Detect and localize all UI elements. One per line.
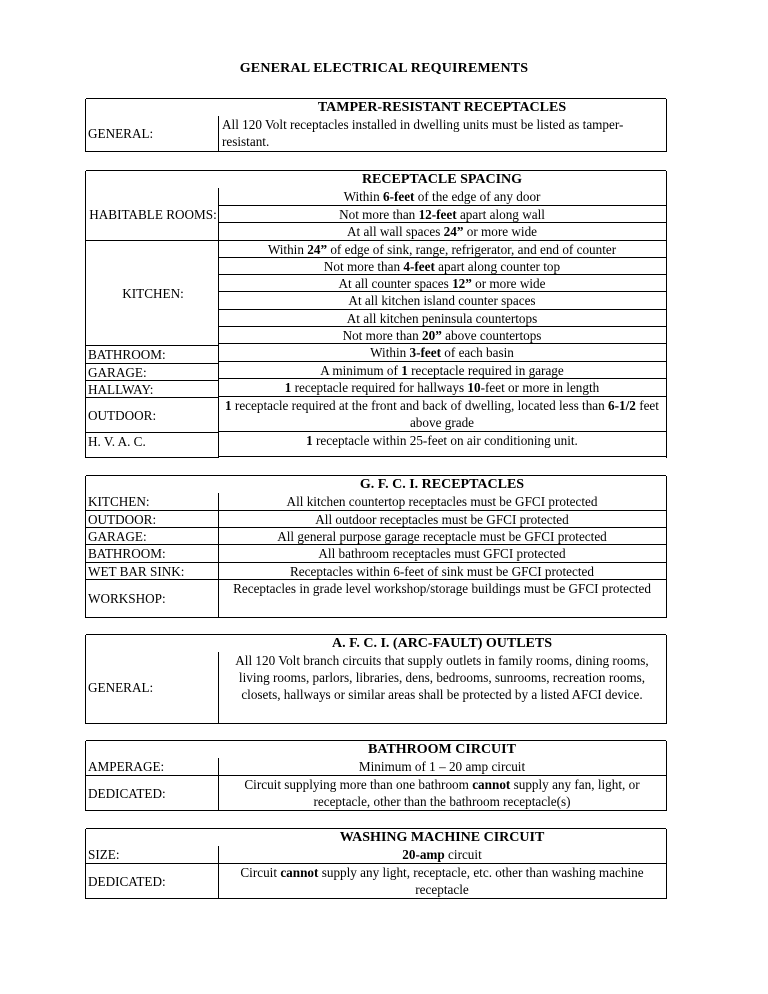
wash-row xyxy=(218,846,666,864)
text-part: apart along counter top xyxy=(434,259,561,274)
gfci-row: All bathroom receptacles must GFCI protected xyxy=(218,545,666,563)
bold-part: 1 xyxy=(306,433,313,448)
section-text: All 120 Volt branch circuits that supply outlets in family rooms, dining rooms, living rooms, parlors, libraries, dens, bedrooms, sunrooms, recreation rooms, closets, hallways or similar areas shall be protected by a listed AFCI device. xyxy=(218,652,666,724)
text-part: At all wall spaces xyxy=(346,224,444,239)
text-part: apart along wall xyxy=(456,207,545,222)
spacing-row xyxy=(218,223,666,241)
label-habitable: HABITABLE ROOMS: xyxy=(86,188,218,241)
afci-section xyxy=(86,634,666,724)
text-part: supply any fan, light, or receptacle, other than the bathroom receptacle(s) xyxy=(313,777,640,809)
spacing-row xyxy=(218,258,666,275)
text-part: Not more than xyxy=(339,207,419,222)
spacing-section xyxy=(86,170,666,458)
bold-part: 10 xyxy=(467,380,481,395)
spacing-row xyxy=(218,275,666,292)
bold-part: 20” xyxy=(422,328,442,343)
gfci-section xyxy=(86,475,666,618)
gfci-row: All outdoor receptacles must be GFCI protected xyxy=(218,511,666,528)
spacing-row xyxy=(218,241,666,258)
gfci-row: Receptacles within 6-feet of sink must be GFCI protected xyxy=(218,563,666,580)
label-hvac: H. V. A. C. xyxy=(86,433,218,458)
text-part: receptacle within 25-feet on air conditioning unit. xyxy=(312,433,578,448)
text-part: Within xyxy=(267,242,308,257)
spacing-row xyxy=(218,292,666,310)
spacing-row xyxy=(218,432,666,457)
text-part: of each basin xyxy=(441,345,514,360)
bold-part: 12-feet xyxy=(418,207,457,222)
bold-part: 1 xyxy=(401,363,408,378)
section-heading: A. F. C. I. (ARC-FAULT) OUTLETS xyxy=(331,636,552,651)
text-part: A minimum of xyxy=(320,363,402,378)
spacing-row xyxy=(218,344,666,362)
label-kitchen: KITCHEN: xyxy=(86,241,218,346)
spacing-row xyxy=(218,379,666,397)
text-part: receptacle required for hallways xyxy=(291,380,468,395)
text-part: receptacle required in garage xyxy=(407,363,564,378)
section-text: All 120 Volt receptacles installed in dwelling units must be listed as tamper-resistant. xyxy=(222,117,624,149)
bold-part: cannot xyxy=(280,865,319,880)
wash-section xyxy=(86,828,666,899)
text-part: Not more than xyxy=(323,259,404,274)
row-label: GENERAL: xyxy=(86,652,218,724)
text-part: of edge of sink, range, refrigerator, and end of counter xyxy=(327,242,617,257)
bold-part: 3-feet xyxy=(409,345,441,360)
text-part: Within xyxy=(343,189,383,204)
gfci-row: All kitchen countertop receptacles must be GFCI protected xyxy=(218,493,666,511)
text-part: or more wide xyxy=(471,276,546,291)
wash-row xyxy=(218,864,666,899)
label-garage: GARAGE: xyxy=(86,364,218,381)
bold-part: 20-amp xyxy=(402,847,445,862)
text-part: Within xyxy=(370,345,410,360)
label-dedicated: DEDICATED: xyxy=(86,864,218,899)
bold-part: 6-feet xyxy=(382,189,415,204)
row-label: GENERAL: xyxy=(88,126,154,141)
label-wet-bar-sink: WET BAR SINK: xyxy=(86,563,218,580)
bold-part: 24” xyxy=(307,242,328,257)
bold-part: 1 xyxy=(225,398,232,413)
label-size: SIZE: xyxy=(86,846,218,864)
bold-part: cannot xyxy=(472,777,511,792)
label-outdoor: OUTDOOR: xyxy=(86,511,218,528)
label-kitchen: KITCHEN: xyxy=(86,493,218,511)
spacing-row xyxy=(218,397,666,432)
text-part: At all counter spaces xyxy=(338,276,453,291)
page-title: GENERAL ELECTRICAL REQUIREMENTS xyxy=(239,61,529,76)
bold-part: 4-feet xyxy=(403,259,435,274)
bold-part: 24” xyxy=(443,224,464,239)
text-part: -feet or more in length xyxy=(480,380,600,395)
tamper-section xyxy=(86,98,666,152)
text-part: At all kitchen island counter spaces xyxy=(348,293,536,308)
text-part: supply any light, receptacle, etc. other than washing machine receptacle xyxy=(318,865,644,897)
text-part: above countertops xyxy=(441,328,542,343)
spacing-row xyxy=(218,188,666,206)
label-workshop: WORKSHOP: xyxy=(86,580,218,618)
text-part: Circuit supplying more than one bathroom xyxy=(244,777,473,792)
spacing-row xyxy=(218,327,666,344)
section-heading: RECEPTACLE SPACING xyxy=(361,172,523,187)
section-heading: BATHROOM CIRCUIT xyxy=(368,742,516,757)
label-dedicated: DEDICATED: xyxy=(86,776,218,811)
spacing-row xyxy=(218,362,666,379)
text-part: At all kitchen peninsula countertops xyxy=(346,311,538,326)
text-part: Not more than xyxy=(342,328,423,343)
label-outdoor: OUTDOOR: xyxy=(86,398,218,433)
section-heading: TAMPER-RESISTANT RECEPTACLES xyxy=(317,100,567,115)
text-part: circuit xyxy=(444,847,482,862)
text-part: feet above grade xyxy=(409,398,659,430)
bath-row xyxy=(218,776,666,811)
label-hallway: HALLWAY: xyxy=(86,381,218,398)
spacing-row xyxy=(218,206,666,223)
bath-row: Minimum of 1 – 20 amp circuit xyxy=(218,758,666,776)
label-bathroom: BATHROOM: xyxy=(86,346,218,364)
spacing-row xyxy=(218,310,666,327)
label-bathroom: BATHROOM: xyxy=(86,545,218,563)
section-heading: WASHING MACHINE CIRCUIT xyxy=(339,830,545,845)
text-part: Circuit xyxy=(240,865,281,880)
gfci-row: Receptacles in grade level workshop/storage buildings must be GFCI protected xyxy=(218,580,666,618)
bold-part: 12” xyxy=(452,276,472,291)
bath-section xyxy=(86,740,666,811)
text-part: receptacle required at the front and back of dwelling, located less than xyxy=(231,398,609,413)
gfci-row: All general purpose garage receptacle must be GFCI protected xyxy=(218,528,666,545)
section-heading: G. F. C. I. RECEPTACLES xyxy=(359,477,525,492)
label-garage: GARAGE: xyxy=(86,528,218,545)
bold-part: 1 xyxy=(284,380,292,395)
text-part: of the edge of any door xyxy=(414,189,541,204)
bold-part: 6-1/2 xyxy=(608,398,636,413)
label-amperage: AMPERAGE: xyxy=(86,758,218,776)
text-part: or more wide xyxy=(463,224,538,239)
